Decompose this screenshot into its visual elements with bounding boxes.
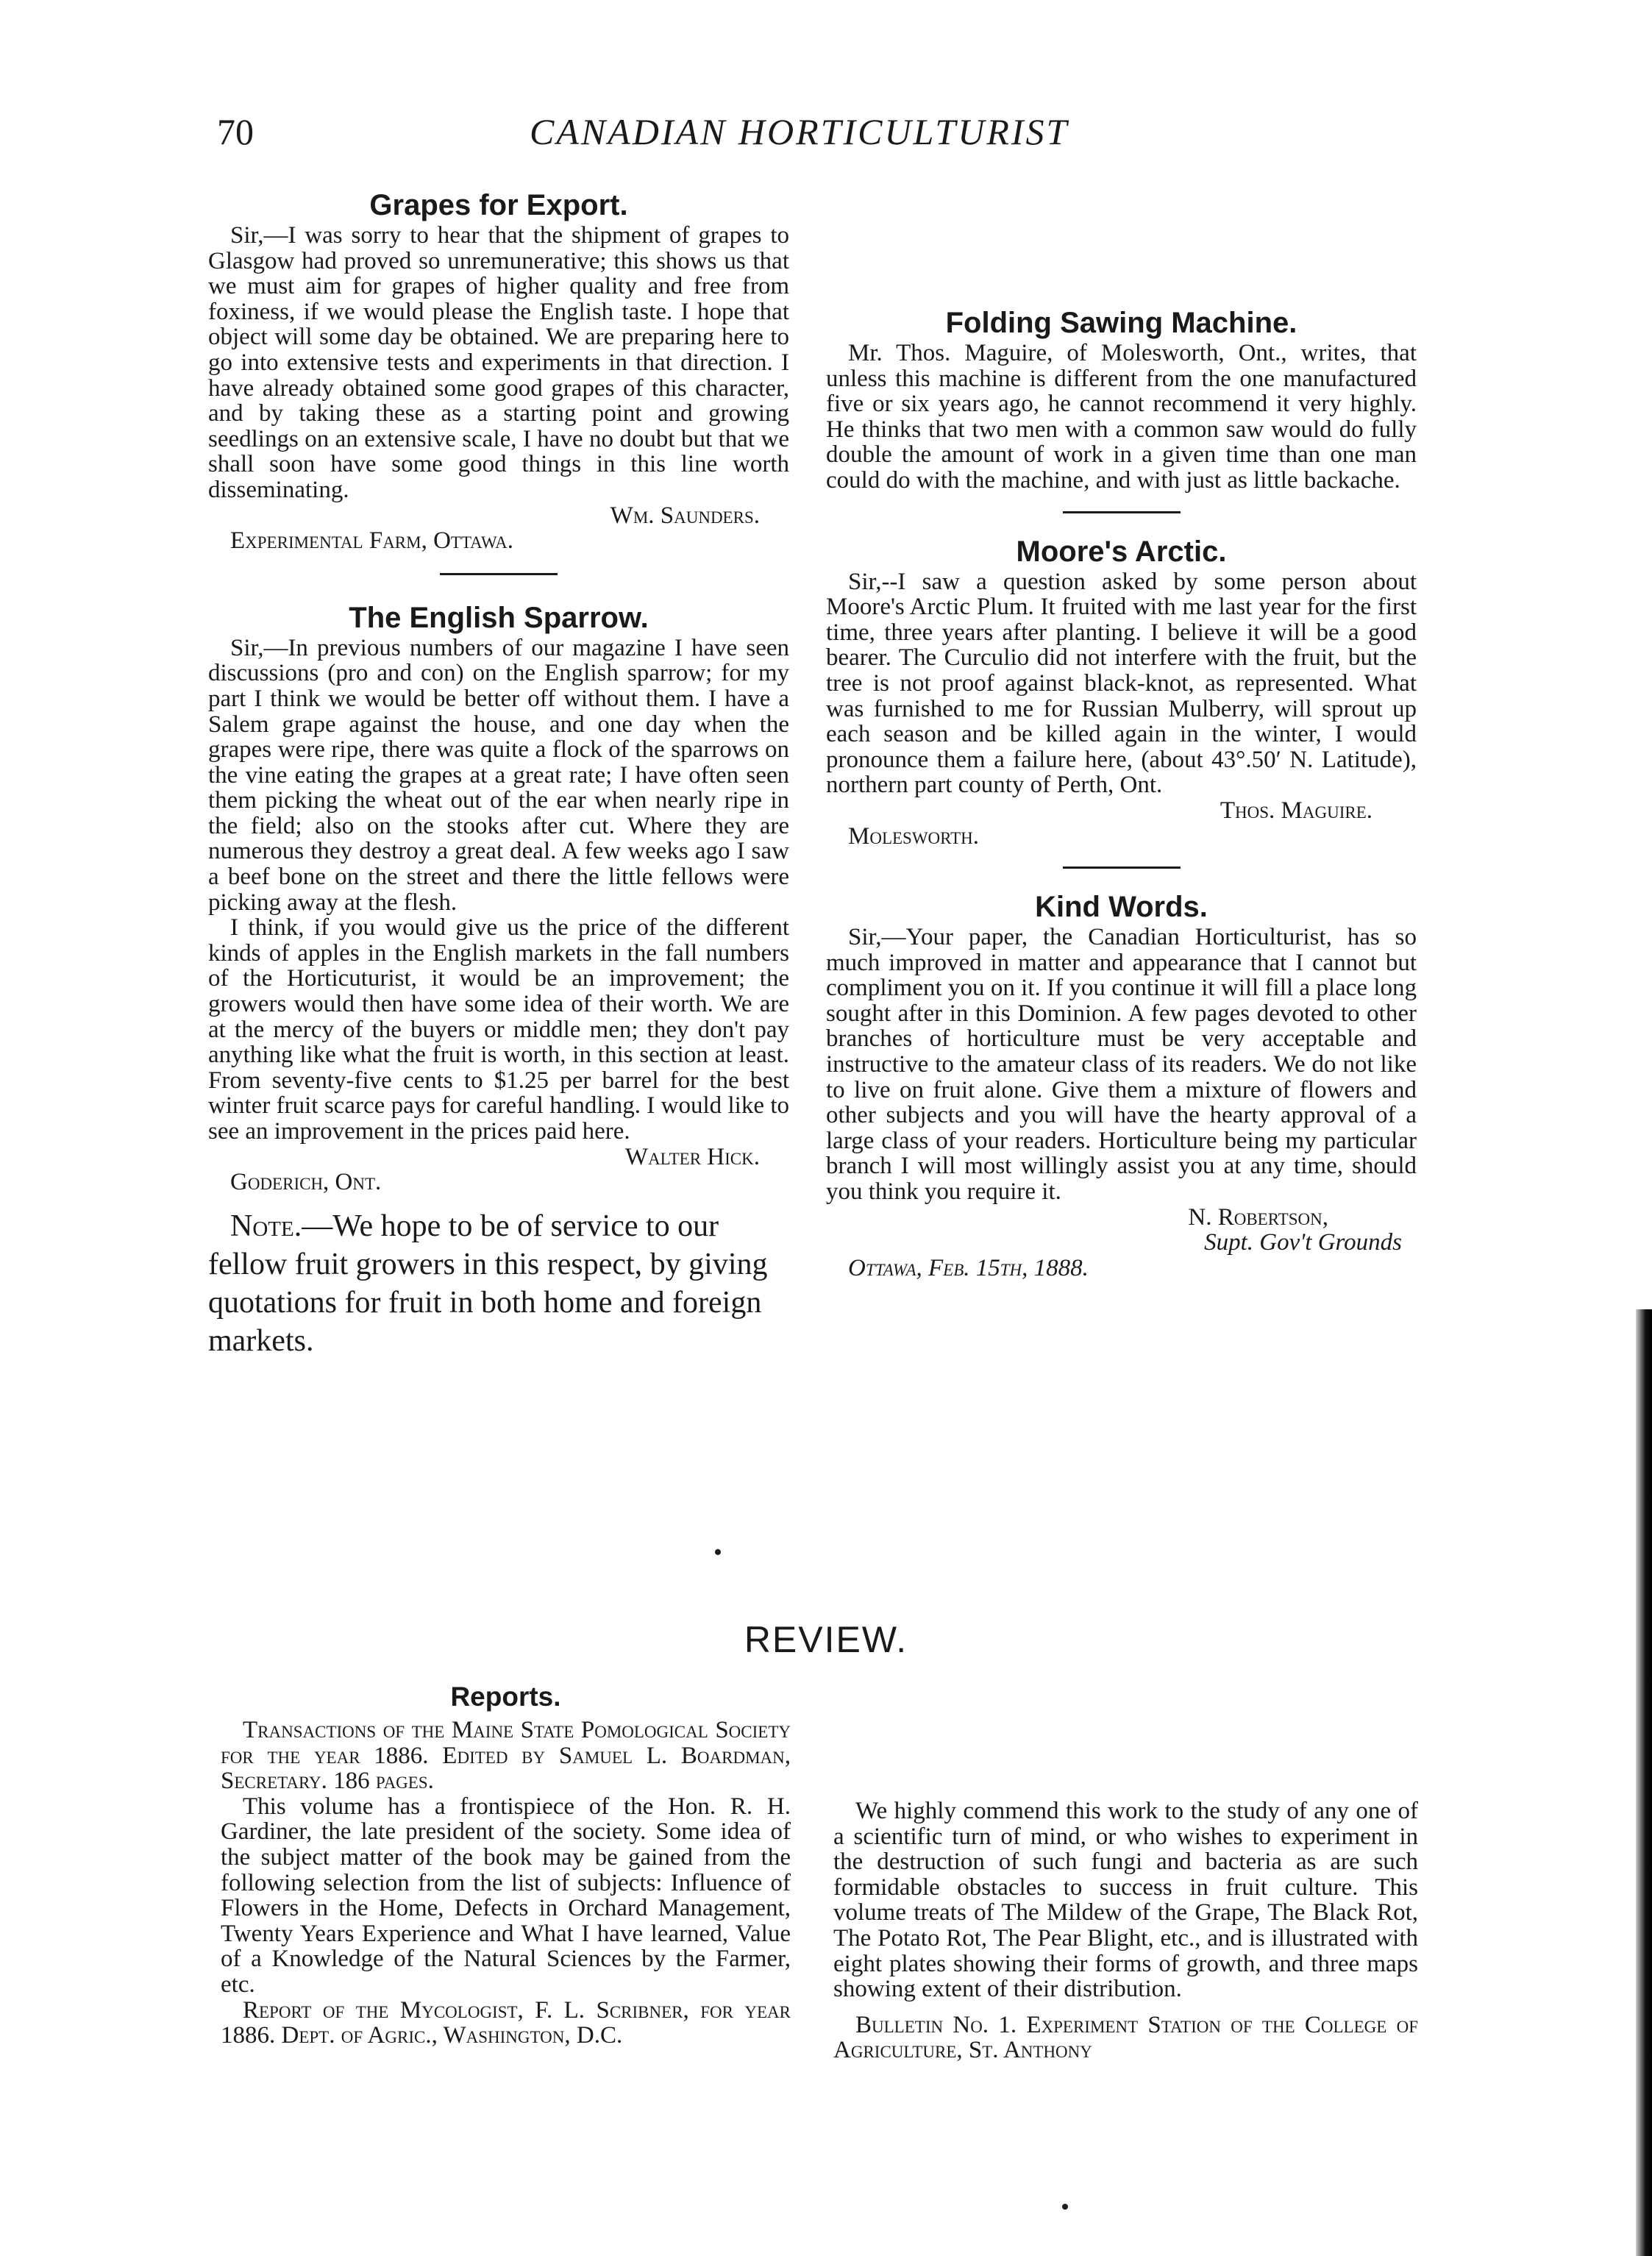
sparrow-para-2: I think, if you would give us the price of the different kinds of apples in the English markets in the fall numbers of the Horticuturist, it would be an improvement; the growers would then have some idea of their worth. We are at the mercy of the buyers or middle men; they don't pay anything like what the fruit is worth, in this section at least. From seventy-five cents to $1.25 per barrel for the best winter fruit scarce pays for careful handling. I would like to see an improvement in the prices paid here.	[208, 914, 789, 1145]
sparrow-para-1: Sir,—In previous numbers of our magazine I have seen discussions (pro and con) on the English sparrow; for my part I think we would be better off without them. I have a Salem grape against the house, and one day when the grapes were ripe, there was quite a flock of the sparrows on the vine eating the grapes at a great rate; I have often seen them picking the wheat out of the ear when nearly ripe in the field; also on the stooks after cut. Where they are numerous they destroy a great deal. A few weeks ago I saw a beef bone on the street and there the little fellows were picking away at the flesh.	[208, 634, 789, 916]
review-para-4: We highly commend this work to the study of any one of a scientific turn of mind, or who wishes to experiment in the destruction of such fungi and bacteria as are such formidable obstacles to success in fruit culture. This volume treats of The Mildew of the Grape, The Black Rot, The Potato Rot, The Pear Blight, etc., and is illustrated with eight plates showing their forms of growth, and three maps showing extent of their distribution.	[833, 1798, 1418, 2003]
moores-body: Sir,--I saw a question asked by some person about Moore's Arctic Plum. It fruited with me last year for the first time, three years after planting. I believe it will be a good bearer. The Curculio did not interfere with the fruit, but the tree is not proof against black-knot, as represented. What was furnished to me for Russian Mulberry, will sprout up each season and be killed again in the winter, I would pronounce them a failure here, (about 43°.50′ N. Latitude), northern part county of Perth, Ont.	[826, 568, 1417, 799]
section-divider	[1063, 867, 1181, 869]
grapes-signature: Wm. Saunders.	[610, 502, 760, 529]
section-divider	[440, 573, 558, 575]
section-divider	[1063, 511, 1181, 513]
moores-signature: Thos. Maguire.	[1220, 797, 1372, 824]
left-column	[208, 188, 789, 1360]
review-para-3: Report of the Mycologist, F. L. Scribner, for year 1886. Dept. of Agric., Washington, D.C.	[221, 1996, 791, 2049]
grapes-title: Grapes for Export.	[369, 189, 628, 221]
sparrow-place: Goderich, Ont.	[230, 1169, 382, 1196]
kind-words-signature: N. Robertson,	[1188, 1203, 1328, 1231]
review-heading: REVIEW.	[744, 1619, 908, 1660]
printer-mark	[715, 1549, 721, 1555]
journal-title: CANADIAN HORTICULTURIST	[530, 111, 1069, 152]
folding-body: Mr. Thos. Maguire, of Molesworth, Ont., writes, that unless this machine is different from the one manufactured five or six years ago, he cannot recommend it very highly. He thinks that two men with a common saw would do fully double the amount of work in a given time than one man could do with the machine, and with just as little backache.	[826, 340, 1417, 494]
sparrow-title: The English Sparrow.	[349, 601, 649, 634]
folding-title: Folding Sawing Machine.	[945, 307, 1297, 339]
right-column	[826, 305, 1417, 1281]
kind-words-title: Kind Words.	[1035, 891, 1208, 924]
grapes-place: Experimental Farm, Ottawa.	[230, 527, 513, 555]
moores-title: Moore's Arctic.	[1016, 535, 1227, 568]
review-right-column	[833, 1798, 1418, 2063]
printer-mark	[1062, 2204, 1068, 2210]
review-para-1: Transactions of the Maine State Pomological Society for the year 1886. Edited by Samuel L. Boardman, Secretary. 186 pages.	[221, 1717, 791, 1795]
note-label: Note.	[230, 1209, 302, 1243]
scan-edge-shadow	[1636, 1309, 1652, 2256]
review-para-2: This volume has a frontispiece of the Hon. R. H. Gardiner, the late president of the society. Some idea of the subject matter of the book may be gained from the following selection from the list of subjects: Influence of Flowers in the Home, Defects in Orchard Management, Twenty Years Experience and What I have learned, Value of a Knowledge of the Natural Sciences by the Farmer, etc.	[221, 1793, 791, 1998]
review-para-5: Bulletin No. 1. Experiment Station of the College of Agriculture, St. Anthony	[833, 2011, 1418, 2064]
sparrow-signature: Walter Hick.	[624, 1143, 760, 1170]
grapes-body: Sir,—I was sorry to hear that the shipment of grapes to Glasgow had proved so unremunerative; this shows us that we must aim for grapes of higher quality and free from foxiness, if we would please the English taste. I hope that object will some day be obtained. We are preparing here to go into extensive tests and experiments in that direction. I have already obtained some good grapes of this character, and by taking these as a starting point and growing seedlings on an extensive scale, I have no doubt but that we shall soon have some good things in this line worth disseminating.	[208, 222, 789, 503]
note-text: —We hope to be of service to our fellow fruit growers in this respect, by giving quotations for fruit in both home and foreign markets.	[208, 1209, 768, 1358]
editor-note	[208, 1207, 789, 1360]
moores-place: Molesworth.	[848, 822, 980, 850]
kind-words-body: Sir,—Your paper, the Canadian Horticulturist, has so much improved in matter and appearance that I cannot but compliment you on it. If you continue it will fill a place long sought after in this Dominion. A few pages devoted to other branches of horticulture must be very acceptable and instructive to the amateur class of its readers. We do not like to live on fruit alone. Give them a mixture of flowers and other subjects and you will have the hearty approval of a large class of your readers. Horticulture being my particular branch I will most willingly assist you at any time, should you think you require it.	[826, 924, 1417, 1206]
kind-words-place-date: Ottawa, Feb. 15th, 1888.	[848, 1254, 1089, 1281]
reports-subheading: Reports.	[450, 1682, 561, 1712]
review-left-column	[221, 1681, 791, 2049]
page-number: 70	[217, 111, 254, 152]
kind-words-signature-title: Supt. Gov't Grounds	[1204, 1229, 1402, 1256]
